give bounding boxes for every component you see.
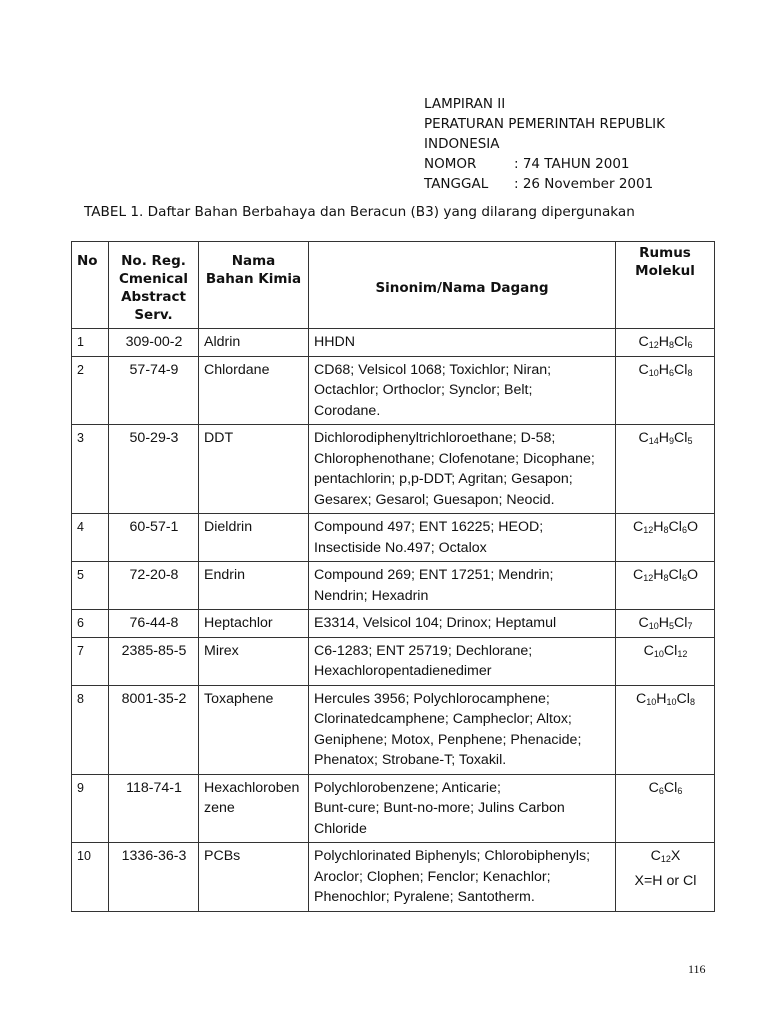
regulation-title-line1: PERATURAN PEMERINTAH REPUBLIK [424,116,666,132]
cas-number: 1336-36-3 [109,843,199,912]
synonyms [309,774,616,843]
formula-line [621,689,710,710]
formula-subscript: 10 [648,367,659,378]
synonyms [309,329,616,357]
formula-element: O [686,567,698,583]
synonym-line: Geniphene; Motox, Penphene; Phenacide; [314,731,582,748]
regulation-title-line2: INDONESIA [424,136,500,152]
molecular-formula [616,610,715,638]
chemical-name [199,356,309,425]
molecular-formula [616,514,715,562]
synonym-line: Aroclor; Clophen; Fenclor; Kenachlor; [314,868,551,885]
molecular-formula [616,356,715,425]
formula-subscript: 5 [687,436,693,446]
formula-element: C [648,779,659,796]
chemical-name-line: Endrin [204,567,246,583]
formula-element: H [653,519,664,535]
synonyms [309,843,616,912]
synonym-line: Phenochlor; Pyralene; Santotherm. [314,889,535,905]
formula-subscript: 12 [648,340,659,350]
formula-subscript: 6 [658,785,664,796]
formula-element: O [686,519,698,535]
synonyms [309,425,616,514]
formula-element: C [633,567,644,583]
formula-subscript: 6 [677,785,683,796]
formula-element: Cl [676,690,690,707]
formula-subscript: 6 [669,367,675,378]
formula-element: Cl [674,615,688,631]
cas-number: 76-44-8 [109,610,199,638]
formula-line [621,871,710,892]
formula-subscript: 10 [666,696,677,707]
row-number: 8 [72,685,109,774]
synonym-line: Octachlor; Orthoclor; Synclor; Belt; [314,382,533,398]
synonyms [309,610,616,638]
table-header-row [72,242,715,329]
table-row [72,329,715,357]
formula-element: H [658,615,670,631]
cas-number: 60-57-1 [109,514,199,562]
chemical-name [199,514,309,562]
formula-subscript: 8 [689,696,695,707]
synonym-line: Compound 497; ENT 16225; HEOD; [314,519,544,535]
molecular-formula [616,329,715,357]
molecular-formula [616,843,715,912]
nomor-row [424,154,724,174]
formula-element: Cl [674,361,688,378]
chemical-name-line: Hexachloroben [204,779,300,796]
formula-element: Cl [674,334,688,350]
formula-subscript: 8 [663,525,669,535]
formula-line [621,641,710,662]
formula-line [621,332,710,353]
formula-line [621,778,710,799]
formula-subscript: 9 [669,436,675,446]
formula-line [621,613,710,634]
row-number: 1 [72,329,109,357]
formula-subscript: 12 [677,648,688,659]
molecular-formula [616,425,715,514]
synonym-line: Hercules 3956; Polychlorocamphene; [314,690,550,707]
synonym-line: C6-1283; ENT 25719; Dechlorane; [314,642,533,659]
formula-element: Cl [674,430,688,446]
synonym-line: Compound 269; ENT 17251; Mendrin; [314,567,554,583]
lampiran-label: LAMPIRAN II [424,96,506,112]
formula-line [621,517,710,538]
molecular-formula [616,685,715,774]
table-row [72,843,715,912]
synonyms [309,685,616,774]
synonym-line: Chlorophenothane; Clofenotane; Dicophane; [314,450,595,467]
table-row [72,562,715,610]
formula-element: C [636,690,647,707]
formula-subscript: 12 [660,854,671,864]
formula-element: H [658,361,670,378]
synonym-line: HHDN [314,334,355,350]
header-molecular-formula: Rumus Molekul [616,242,715,329]
row-number: 3 [72,425,109,514]
formula-line [621,428,710,449]
chemical-name-line: Dieldrin [204,519,253,535]
table-row [72,425,715,514]
tanggal-label: TANGGAL [424,176,489,192]
synonym-line: Clorinatedcamphene; Campheclor; Altox; [314,711,572,727]
header-chemical-name: Nama Bahan Kimia [199,242,309,329]
synonym-line: Polychlorinated Biphenyls; Chlorobiphenyls; [314,848,591,864]
chemical-name [199,637,309,685]
synonym-line: Corodane. [314,402,381,419]
formula-subscript: 8 [687,367,693,378]
cas-number: 57-74-9 [109,356,199,425]
synonym-line: Gesarex; Gesarol; Guesapon; Neocid. [314,491,555,508]
table-row [72,356,715,425]
formula-element: C [638,334,649,350]
synonyms [309,514,616,562]
formula-subscript: 8 [663,573,669,583]
row-number: 2 [72,356,109,425]
chemical-name [199,610,309,638]
synonym-line: Polychlorobenzene; Anticarie; [314,779,501,796]
formula-subscript: 7 [687,621,693,631]
cas-number: 8001-35-2 [109,685,199,774]
row-number: 9 [72,774,109,843]
molecular-formula [616,562,715,610]
header-no: No [72,242,109,329]
chemical-name [199,425,309,514]
formula-line [621,846,710,867]
header-synonyms: Sinonim/Nama Dagang [309,242,616,329]
chemical-name-line: PCBs [204,848,241,864]
synonyms [309,637,616,685]
chemical-name [199,843,309,912]
synonyms [309,356,616,425]
formula-element: C [643,642,654,659]
formula-element: H [653,567,664,583]
formula-element: H [658,334,670,350]
page-number: 116 [688,962,706,976]
chemical-name-line: Heptachlor [204,615,273,631]
formula-subscript: 10 [646,696,657,707]
synonym-line: Hexachloropentadienedimer [314,663,492,679]
chemical-name-line: Mirex [204,642,239,659]
formula-subscript: 6 [681,573,687,583]
row-number: 7 [72,637,109,685]
tanggal-value: : 26 November 2001 [514,176,654,192]
nomor-label: NOMOR [424,156,477,172]
molecular-formula [616,637,715,685]
chemical-name-line: Chlordane [204,361,270,378]
formula-subscript: 6 [687,340,693,350]
formula-subscript: 14 [648,436,659,446]
synonym-line: CD68; Velsicol 1068; Toxichlor; Niran; [314,361,552,378]
formula-element: C [638,430,649,446]
table-row [72,774,715,843]
row-number: 4 [72,514,109,562]
synonym-line: Bunt-cure; Bunt-no-more; Julins Carbon [314,800,565,816]
formula-subscript: 10 [653,648,664,659]
chemical-name [199,774,309,843]
table-row [72,637,715,685]
chemical-name-line: Aldrin [204,334,241,350]
chemical-name [199,329,309,357]
cas-number: 309-00-2 [109,329,199,357]
formula-element: Cl [668,567,682,583]
chemical-name-line: Toxaphene [204,690,274,707]
chemical-name-line: zene [204,800,235,816]
chemical-name-line: DDT [204,430,234,446]
table-row [72,610,715,638]
cas-number: 50-29-3 [109,425,199,514]
tanggal-row [424,174,724,194]
synonym-line: Phenatox; Strobane-T; Toxakil. [314,752,507,768]
formula-subscript: 5 [669,621,675,631]
row-number: 5 [72,562,109,610]
cas-number: 2385-85-5 [109,637,199,685]
formula-element: Cl [668,519,682,535]
formula-element: C [638,615,649,631]
synonym-line: Dichlorodiphenyltrichloroethane; D-58; [314,430,556,446]
formula-element: H [656,690,667,707]
chemical-name [199,685,309,774]
row-number: 6 [72,610,109,638]
formula-element: C [633,519,644,535]
formula-element: Cl [663,642,678,659]
formula-subscript: 12 [643,573,654,583]
document-header [424,94,724,194]
synonym-line: E3314, Velsicol 104; Drinox; Heptamul [314,615,557,631]
formula-subscript: 8 [669,340,675,350]
formula-element: C [638,361,649,378]
molecular-formula [616,774,715,843]
synonym-line: Nendrin; Hexadrin [314,587,429,604]
formula-element: X=H or Cl [634,872,697,889]
hazardous-substances-table [71,241,715,912]
nomor-value: : 74 TAHUN 2001 [514,156,630,172]
header-reg-number: No. Reg. Cmenical Abstract Serv. [109,242,199,329]
table-title: TABEL 1. Daftar Bahan Berbahaya dan Beracun (B3) yang dilarang dipergunakan [84,204,635,220]
cas-number: 118-74-1 [109,774,199,843]
synonym-line: pentachlorin; p,p-DDT; Agritan; Gesapon; [314,471,573,487]
formula-subscript: 6 [681,525,687,535]
formula-subscript: 12 [643,525,654,535]
row-number: 10 [72,843,109,912]
table-body [72,329,715,912]
table-row [72,685,715,774]
synonym-line: Chloride [314,820,367,837]
formula-element: Cl [663,779,678,796]
formula-line [621,360,710,381]
formula-subscript: 10 [648,621,659,631]
chemical-name [199,562,309,610]
synonyms [309,562,616,610]
formula-element: C [650,848,661,864]
synonym-line: Insectiside No.497; Octalox [314,539,487,556]
table-row [72,514,715,562]
formula-element: H [658,430,670,446]
formula-line [621,565,710,586]
cas-number: 72-20-8 [109,562,199,610]
formula-element: X [670,848,681,864]
